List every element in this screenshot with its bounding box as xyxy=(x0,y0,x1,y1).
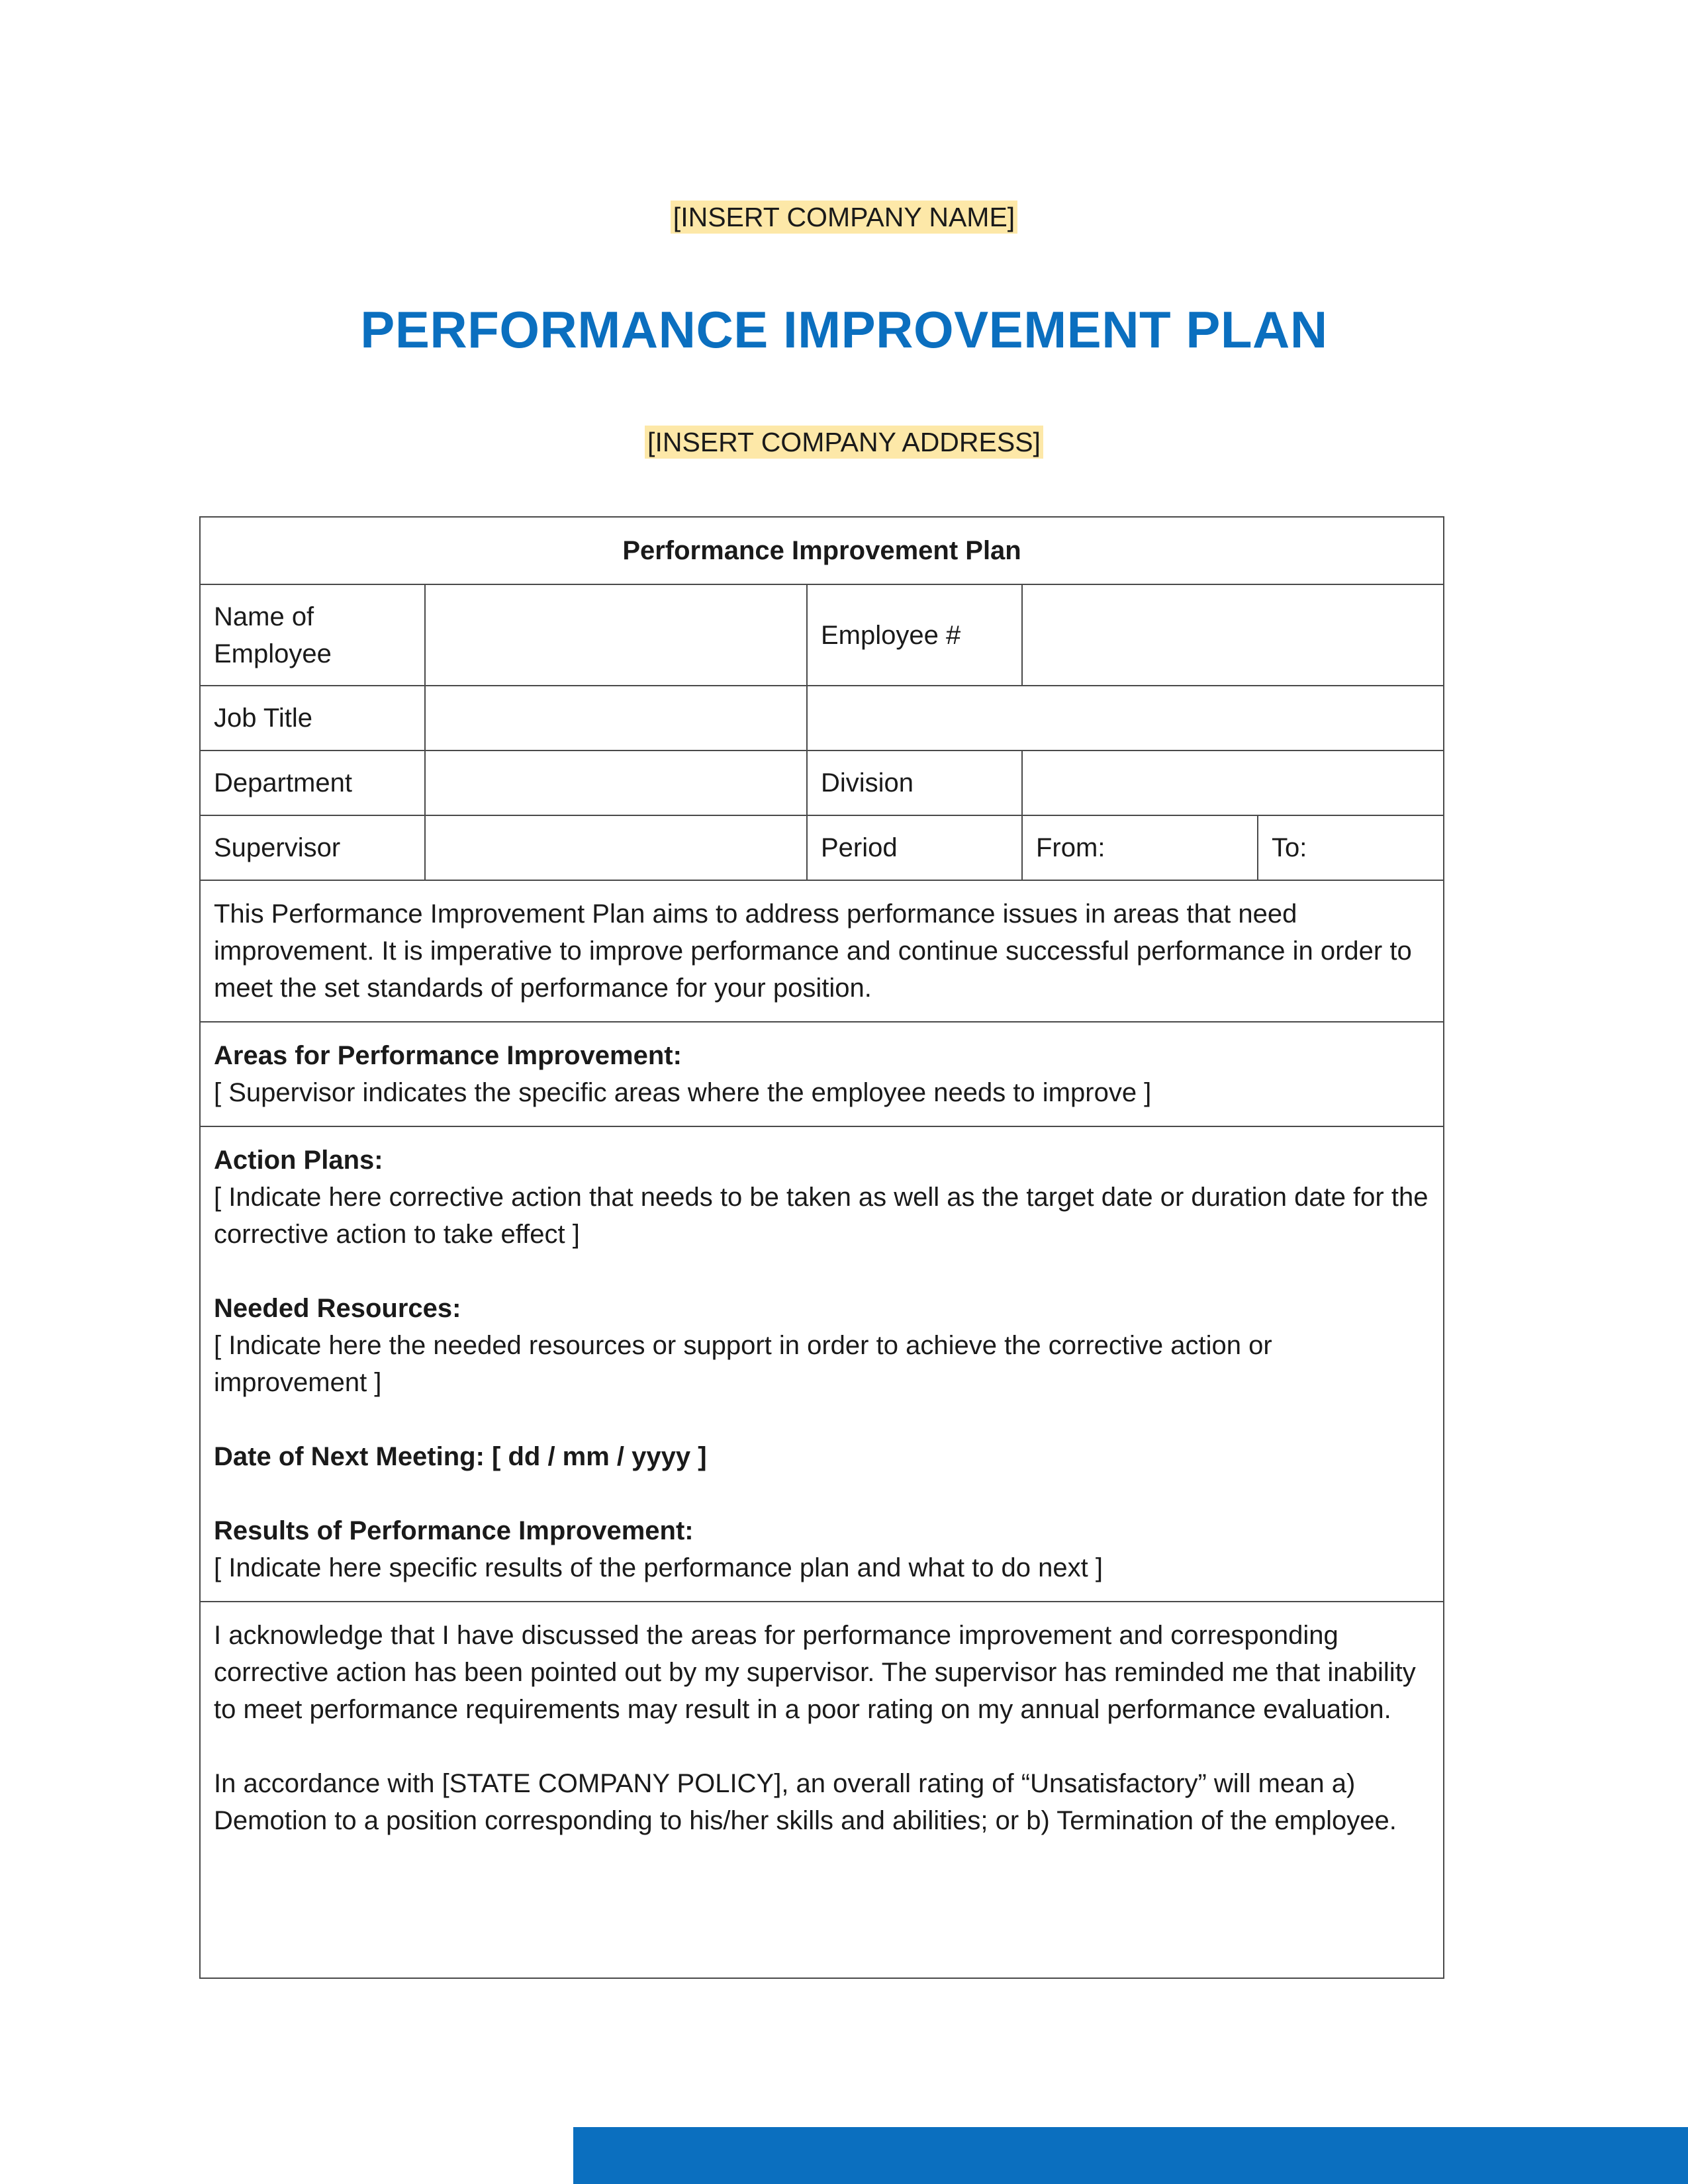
action-plans-text: [ Indicate here corrective action that needs to be taken as well as the target date or duration date for the corrective action to take effect ] xyxy=(214,1183,1429,1249)
period-to-field[interactable]: To: xyxy=(1258,815,1444,880)
areas-text: [ Supervisor indicates the specific areas where the employee needs to improve ] xyxy=(214,1078,1152,1107)
job-title-field[interactable] xyxy=(425,686,807,751)
name-of-employee-field[interactable] xyxy=(425,584,807,686)
period-label: Period xyxy=(807,815,1022,880)
next-meeting-date: Date of Next Meeting: [ dd / mm / yyyy ] xyxy=(214,1442,707,1471)
acknowledgement-text: I acknowledge that I have discussed the areas for performance improvement and corresponding corrective action has been pointed out by my supervisor. The supervisor has reminded me that inability to meet performance requirements may result in a poor rating on my annual performance evaluation. xyxy=(214,1621,1416,1724)
job-title-extra-field[interactable] xyxy=(807,686,1444,751)
needed-resources-heading: Needed Resources: xyxy=(214,1294,461,1323)
period-from-field[interactable]: From: xyxy=(1022,815,1258,880)
company-address-placeholder: [INSERT COMPANY ADDRESS] xyxy=(645,426,1043,459)
employee-number-label: Employee # xyxy=(807,584,1022,686)
form-table-title: Performance Improvement Plan xyxy=(200,517,1444,584)
areas-improvement-cell[interactable] xyxy=(200,1022,1444,1126)
results-heading: Results of Performance Improvement: xyxy=(214,1516,694,1545)
document-title: PERFORMANCE IMPROVEMENT PLAN xyxy=(360,300,1328,359)
department-field[interactable] xyxy=(425,751,807,815)
name-of-employee-label: Name of Employee xyxy=(200,584,425,686)
supervisor-label: Supervisor xyxy=(200,815,425,880)
action-plans-cell[interactable] xyxy=(200,1126,1444,1602)
company-name-line xyxy=(0,197,1688,237)
needed-resources-text: [ Indicate here the needed resources or support in order to achieve the corrective action or improvement ] xyxy=(214,1331,1272,1397)
job-title-label: Job Title xyxy=(200,686,425,751)
division-field[interactable] xyxy=(1022,751,1444,815)
acknowledgement-cell xyxy=(200,1602,1444,1978)
division-label: Division xyxy=(807,751,1022,815)
employee-number-field[interactable] xyxy=(1022,584,1444,686)
company-name-placeholder: [INSERT COMPANY NAME] xyxy=(671,201,1017,234)
footer-accent-bar xyxy=(573,2127,1688,2184)
intro-paragraph: This Performance Improvement Plan aims to address performance issues in areas that need improvement. It is imperative to improve performance and continue successful performance in order to meet the set standards of performance for your position. xyxy=(214,899,1412,1003)
areas-heading: Areas for Performance Improvement: xyxy=(214,1041,682,1070)
results-text: [ Indicate here specific results of the performance plan and what to do next ] xyxy=(214,1553,1103,1582)
policy-text: In accordance with [STATE COMPANY POLICY], an overall rating of “Unsatisfactory” will mean a) Demotion to a position corresponding to his/her skills and abilities; or b) Termination of the employee. xyxy=(214,1769,1397,1835)
supervisor-field[interactable] xyxy=(425,815,807,880)
intro-paragraph-cell xyxy=(200,880,1444,1022)
department-label: Department xyxy=(200,751,425,815)
performance-plan-form xyxy=(199,516,1444,1979)
action-plans-heading: Action Plans: xyxy=(214,1146,383,1175)
company-address-line xyxy=(0,422,1688,462)
